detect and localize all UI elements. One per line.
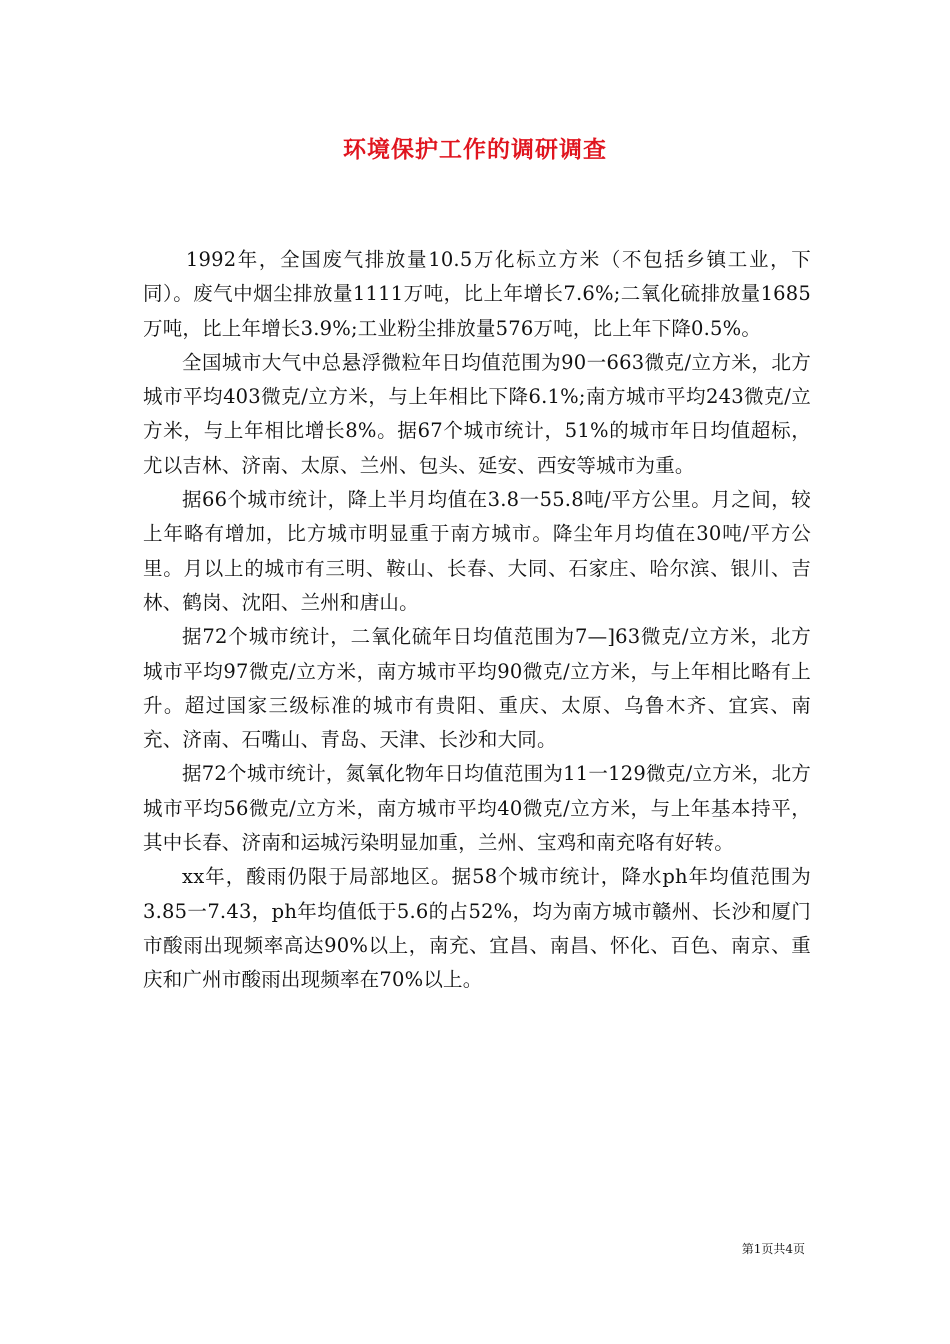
paragraph-dustfall: 据66个城市统计，降上半月均值在3.8一55.8吨/平方公里。月之间，较上年略有增加，比方城市明显重于南方城市。降尘年月均值在30吨/平方公里。月以上的城市有三明、鞍山、长春、大同、石家庄、哈尔滨、银川、吉林、鹤岗、沈阳、兰州和唐山。 (143, 488, 811, 614)
document-body (143, 243, 811, 998)
document-title: 环境保护工作的调研调查 (343, 137, 607, 163)
paragraph-suspended-particles: 全国城市大气中总悬浮微粒年日均值范围为90一663微克/立方米，北方城市平均403微克/立方米，与上年相比下降6.1%;南方城市平均243微克/立方米，与上年相比增长8%。据67个城市统计，51%的城市年日均值超标，尤以吉林、济南、太原、兰州、包头、延安、西安等城市为重。 (143, 350, 811, 477)
paragraph-sulfur-dioxide: 据72个城市统计，二氧化硫年日均值范围为7—]63微克/立方米，北方城市平均97微克/立方米，南方城市平均90微克/立方米，与上年相比略有上升。超过国家三级标准的城市有贵阳、重庆、太原、乌鲁木齐、宜宾、南充、济南、石嘴山、青岛、天津、长沙和大同。 (143, 625, 811, 752)
paragraph-acid-rain: xx年，酸雨仍限于局部地区。据58个城市统计，降水ph年均值范围为3.85一7.43，ph年均值低于5.6的占52%，均为南方城市赣州、长沙和厦门市酸雨出现频率高达90%以上，南充、宜昌、南昌、怀化、百色、南京、重庆和广州市酸雨出现频率在70%以上。 (143, 865, 811, 992)
paragraph-emissions: 1992年，全国废气排放量10.5万化标立方米（不包括乡镇工业，下同）。废气中烟尘排放量1111万吨，比上年增长7.6%;二氧化硫排放量1685万吨，比上年增长3.9%;工业粉尘排放量576万吨，比上年下降0.5%。 (143, 248, 811, 340)
paragraph-nitrogen-oxides: 据72个城市统计，氮氧化物年日均值范围为11一129微克/立方米，北方城市平均56微克/立方米，南方城市平均40微克/立方米，与上年基本持平，其中长春、济南和运城污染明显加重，兰州、宝鸡和南充咯有好转。 (143, 762, 811, 855)
page-number: 第1页共4页 (741, 1242, 805, 1256)
